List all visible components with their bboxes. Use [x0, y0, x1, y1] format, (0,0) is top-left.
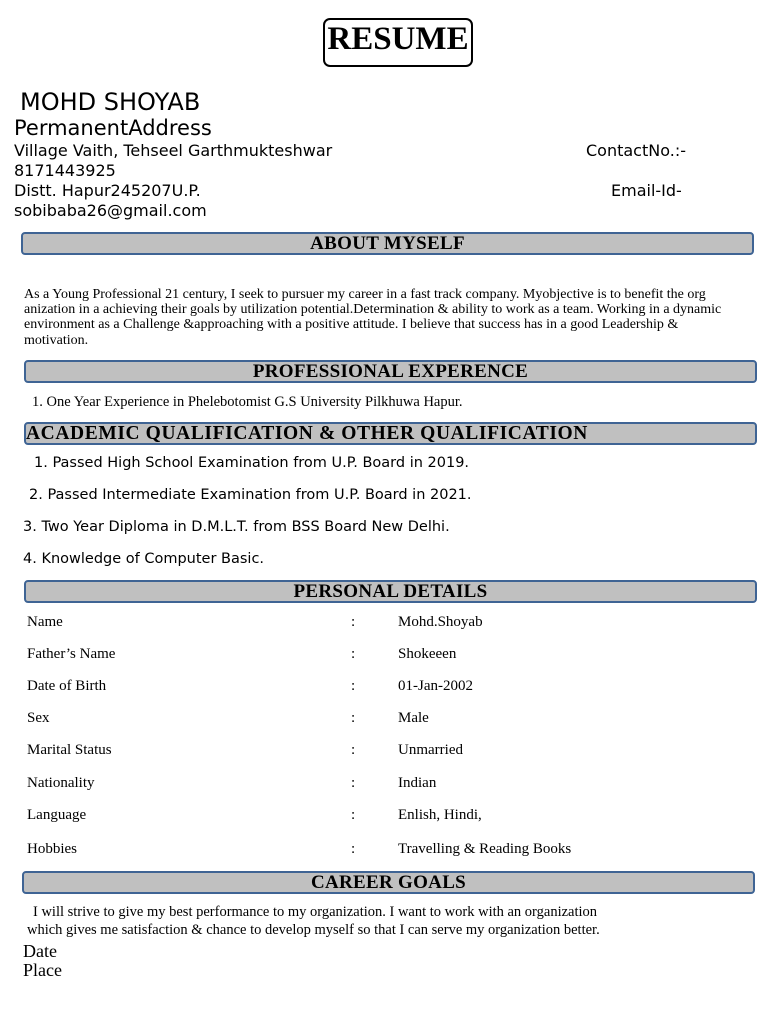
personal-separator: :	[351, 775, 356, 791]
about-line: environment as a Challenge &approaching with a positive attitude. I believe that success has in a good Leadership &	[24, 317, 679, 332]
personal-label: Nationality	[27, 775, 95, 791]
personal-separator: :	[351, 710, 356, 726]
email-label: Email-Id-	[611, 181, 682, 200]
personal-value: Male	[398, 710, 429, 726]
place-label: Place	[23, 960, 62, 980]
personal-label: Hobbies	[27, 841, 77, 857]
personal-label: Sex	[27, 710, 50, 726]
about-line: motivation.	[24, 333, 89, 348]
personal-label: Name	[27, 614, 63, 630]
personal-separator: :	[351, 742, 356, 758]
personal-separator: :	[351, 614, 356, 630]
about-line: As a Young Professional 21 century, I seek to pursuer my career in a fast track company. Myobjective is to benefit the org	[24, 287, 706, 302]
address-line-1: Village Vaith, Tehseel Garthmukteshwar	[14, 141, 333, 160]
personal-label: Marital Status	[27, 742, 112, 758]
contact-number: 8171443925	[14, 161, 116, 180]
career-line: I will strive to give my best performance to my organization. I want to work with an organization	[33, 904, 598, 920]
academic-item: 1. Passed High School Examination from U.P. Board in 2019.	[34, 455, 470, 471]
academic-item: 2. Passed Intermediate Examination from U.P. Board in 2021.	[29, 487, 472, 503]
personal-value: Unmarried	[398, 742, 463, 758]
personal-value: Indian	[398, 775, 437, 791]
address-line-2: Distt. Hapur245207U.P.	[14, 181, 201, 200]
career-heading-bar: CAREER GOALS	[22, 871, 755, 894]
personal-label: Date of Birth	[27, 678, 107, 694]
personal-value: Travelling & Reading Books	[398, 841, 572, 857]
personal-label: Language	[27, 807, 87, 823]
email-address[interactable]: sobibaba26@gmail.com	[14, 201, 207, 220]
address-heading: PermanentAddress	[14, 116, 212, 140]
contact-label: ContactNo.:-	[586, 141, 686, 160]
personal-value: Enlish, Hindi,	[398, 807, 482, 823]
personal-separator: :	[351, 841, 356, 857]
date-label: Date	[23, 941, 57, 961]
about-line: anization in a achieving their goals by utilization potential.Determination & ability to work as a team. Working in a dynamic	[24, 302, 722, 317]
academic-item: 3. Two Year Diploma in D.M.L.T. from BSS Board New Delhi.	[23, 519, 450, 535]
about-heading-bar: ABOUT MYSELF	[21, 232, 754, 255]
career-line: which gives me satisfaction & chance to develop myself so that I can serve my organization better.	[27, 922, 600, 938]
experience-heading-bar: PROFESSIONAL EXPERENCE	[24, 360, 757, 383]
personal-separator: :	[351, 678, 356, 694]
personal-value: 01-Jan-2002	[398, 678, 473, 694]
personal-value: Shokeeen	[398, 646, 457, 662]
resume-title: RESUME	[323, 18, 473, 67]
personal-separator: :	[351, 807, 356, 823]
personal-separator: :	[351, 646, 356, 662]
personal-value: Mohd.Shoyab	[398, 614, 483, 630]
personal-heading-bar: PERSONAL DETAILS	[24, 580, 757, 603]
academic-item: 4. Knowledge of Computer Basic.	[23, 551, 265, 567]
personal-label: Father’s Name	[27, 646, 116, 662]
candidate-name: MOHD SHOYAB	[20, 88, 201, 116]
academic-heading-bar: ACADEMIC QUALIFICATION & OTHER QUALIFICATION	[24, 422, 757, 445]
experience-item: 1. One Year Experience in Phelebotomist G.S University Pilkhuwa Hapur.	[32, 394, 463, 410]
